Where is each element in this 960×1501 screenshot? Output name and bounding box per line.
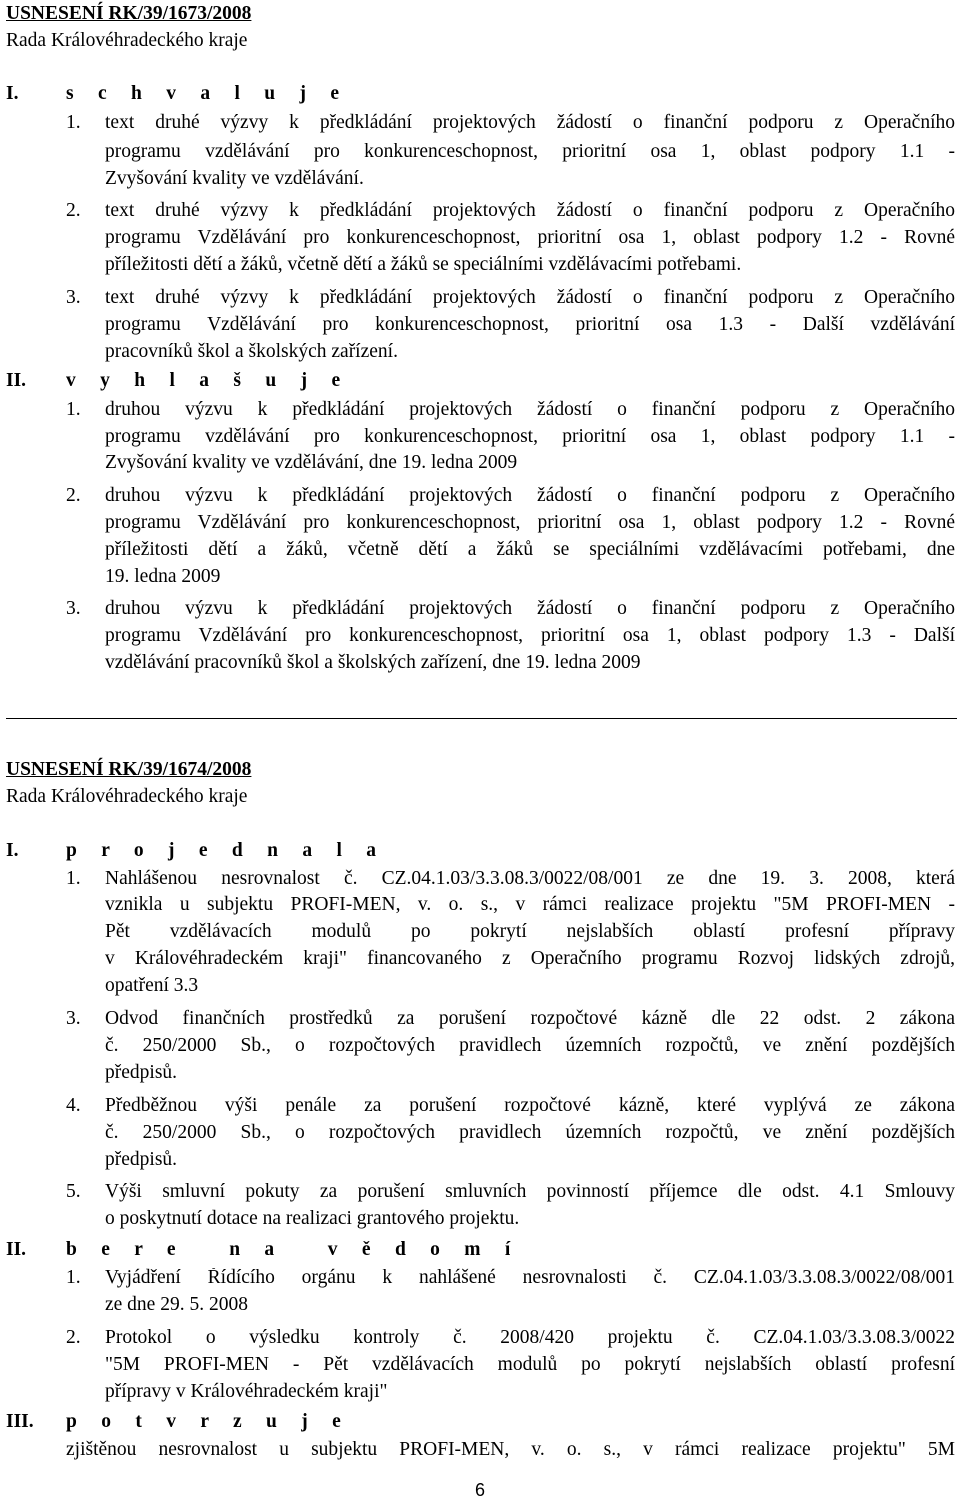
res2-sec1-item4-line: č. 250/2000 Sb., o rozpočtových pravidlech územních rozpočtů, ve znění pozdějších	[105, 1123, 955, 1143]
res2-sec2-item1-line: Vyjádření Řídícího orgánu k nahlášené nesrovnalosti č. CZ.04.1.03/3.3.08.3/0022/08/001	[105, 1268, 955, 1288]
page-number: 6	[474, 1480, 485, 1500]
res1-sec1-number: I.	[6, 83, 19, 104]
resolution-1-title: USNESENÍ RK/39/1673/2008	[6, 3, 252, 24]
res1-sec1-item2-number: 2.	[66, 200, 81, 221]
res2-sec1-item4-line: předpisů.	[105, 1149, 178, 1170]
res2-sec2-item2-number: 2.	[66, 1327, 81, 1348]
res1-sec1-item2-line: příležitosti dětí a žáků, včetně dětí a žáků se speciálními vzdělávacími potřebami.	[105, 254, 742, 275]
res1-sec1-item3-line: pracovníků škol a školských zařízení.	[105, 341, 398, 362]
res1-sec1-item3-number: 3.	[66, 287, 81, 308]
res1-sec2-item2-line: druhou výzvu k předkládání projektových žádostí o finanční podporu z Operačního	[105, 486, 955, 506]
res2-sec1-item5-line: Výši smluvní pokuty za porušení smluvních povinností příjemce dle odst. 4.1 Smlouvy	[105, 1182, 955, 1202]
res2-sec2-heading: b e r e n a v ě d o m í	[66, 1239, 521, 1260]
resolution-1-org: Rada Královéhradeckého kraje	[6, 30, 248, 51]
res1-sec2-heading: v y h l a š u j e	[66, 370, 350, 391]
res2-sec2-number: II.	[6, 1239, 27, 1260]
section-divider	[6, 718, 957, 719]
res2-sec1-item4-line: Předběžnou výši penále za porušení rozpočtové kázně, které vyplývá ze zákona	[105, 1096, 955, 1116]
res2-sec1-item1-line: Pět vzdělávacích modulů po pokrytí nejslabších oblastí profesní přípravy	[105, 922, 955, 942]
resolution-2-title: USNESENÍ RK/39/1674/2008	[6, 759, 252, 780]
res1-sec1-item2-line: text druhé výzvy k předkládání projektových žádostí o finanční podporu z Operačního	[105, 201, 955, 221]
res1-sec2-item2-line: 19. ledna 2009	[105, 566, 221, 587]
res1-sec1-item1-line: programu vzdělávání pro konkurenceschopnost, prioritní osa 1, oblast podpory 1.1 -	[105, 142, 955, 162]
res2-sec3-heading: p o t v r z u j e	[66, 1411, 351, 1432]
res2-sec1-item1-line: opatření 3.3	[105, 975, 199, 996]
res1-sec1-item2-line: programu Vzdělávání pro konkurenceschopnost, prioritní osa 1, oblast podpory 1.2 - Rovné	[105, 228, 955, 248]
res2-sec1-item3-line: předpisů.	[105, 1062, 178, 1083]
res1-sec2-item1-line: druhou výzvu k předkládání projektových žádostí o finanční podporu z Operačního	[105, 400, 955, 420]
res1-sec2-item2-line: programu Vzdělávání pro konkurenceschopnost, prioritní osa 1, oblast podpory 1.2 - Rovné	[105, 513, 955, 533]
res2-sec1-item1-line: v Královéhradeckém kraji" financovaného z Operačního programu Rozvoj lidských zdrojů,	[105, 949, 955, 969]
res1-sec2-item2-line: příležitosti dětí a žáků, včetně dětí a žáků se speciálními vzdělávacími potřebami, dne	[105, 540, 955, 560]
res2-sec1-item4-number: 4.	[66, 1095, 81, 1116]
res1-sec1-item3-line: programu Vzdělávání pro konkurenceschopnost, prioritní osa 1.3 - Další vzdělávání	[105, 315, 955, 335]
res2-sec1-item1-line: Nahlášenou nesrovnalost č. CZ.04.1.03/3.3.08.3/0022/08/001 ze dne 19. 3. 2008, která	[105, 869, 955, 889]
res1-sec2-item1-line: programu vzdělávání pro konkurenceschopnost, prioritní osa 1, oblast podpory 1.1 -	[105, 427, 955, 447]
res2-sec3-line: zjištěnou nesrovnalost u subjektu PROFI-MEN, v. o. s., v rámci realizace projektu" 5M	[66, 1440, 955, 1460]
res2-sec1-item5-number: 5.	[66, 1181, 81, 1202]
res2-sec1-item3-line: Odvod finančních prostředků za porušení rozpočtové kázně dle 22 odst. 2 zákona	[105, 1009, 955, 1029]
res2-sec2-item2-line: přípravy v Královéhradeckém kraji"	[105, 1381, 388, 1402]
res2-sec1-item1-number: 1.	[66, 868, 81, 889]
res1-sec1-item1-number: 1.	[66, 112, 81, 133]
res1-sec2-number: II.	[6, 370, 27, 391]
res1-sec2-item3-line: vzdělávání pracovníků škol a školských zařízení, dne 19. ledna 2009	[105, 652, 641, 673]
res2-sec1-heading: p r o j e d n a l a	[66, 840, 386, 861]
res2-sec2-item2-line: Protokol o výsledku kontroly č. 2008/420 projektu č. CZ.04.1.03/3.3.08.3/0022	[105, 1328, 955, 1348]
res2-sec2-item2-line: "5M PROFI-MEN - Pět vzdělávacích modulů po pokrytí nejslabších oblastí profesní	[105, 1355, 955, 1375]
res2-sec2-item1-number: 1.	[66, 1267, 81, 1288]
res2-sec1-item3-line: č. 250/2000 Sb., o rozpočtových pravidlech územních rozpočtů, ve znění pozdějších	[105, 1036, 955, 1056]
res1-sec2-item3-line: druhou výzvu k předkládání projektových žádostí o finanční podporu z Operačního	[105, 599, 955, 619]
res1-sec2-item3-line: programu Vzdělávání pro konkurenceschopnost, prioritní osa 1, oblast podpory 1.3 - Další	[105, 626, 955, 646]
res1-sec1-item1-line: Zvyšování kvality ve vzdělávání.	[105, 168, 364, 189]
res1-sec2-item3-number: 3.	[66, 598, 81, 619]
res1-sec1-heading: s c h v a l u j e	[66, 83, 349, 104]
resolution-2-org: Rada Královéhradeckého kraje	[6, 786, 248, 807]
res2-sec1-item5-line: o poskytnutí dotace na realizaci grantového projektu.	[105, 1208, 520, 1229]
res2-sec1-number: I.	[6, 840, 19, 861]
res1-sec1-item1-line: text druhé výzvy k předkládání projektových žádostí o finanční podporu z Operačního	[105, 113, 955, 133]
res2-sec1-item3-number: 3.	[66, 1008, 81, 1029]
res2-sec3-number: III.	[6, 1411, 34, 1432]
res1-sec2-item2-number: 2.	[66, 485, 81, 506]
res2-sec1-item1-line: vznikla u subjektu PROFI-MEN, v. o. s., v rámci realizace projektu "5M PROFI-MEN -	[105, 895, 955, 915]
res2-sec2-item1-line: ze dne 29. 5. 2008	[105, 1294, 248, 1315]
res1-sec2-item1-line: Zvyšování kvality ve vzdělávání, dne 19. ledna 2009	[105, 452, 518, 473]
res1-sec2-item1-number: 1.	[66, 399, 81, 420]
res1-sec1-item3-line: text druhé výzvy k předkládání projektových žádostí o finanční podporu z Operačního	[105, 288, 955, 308]
